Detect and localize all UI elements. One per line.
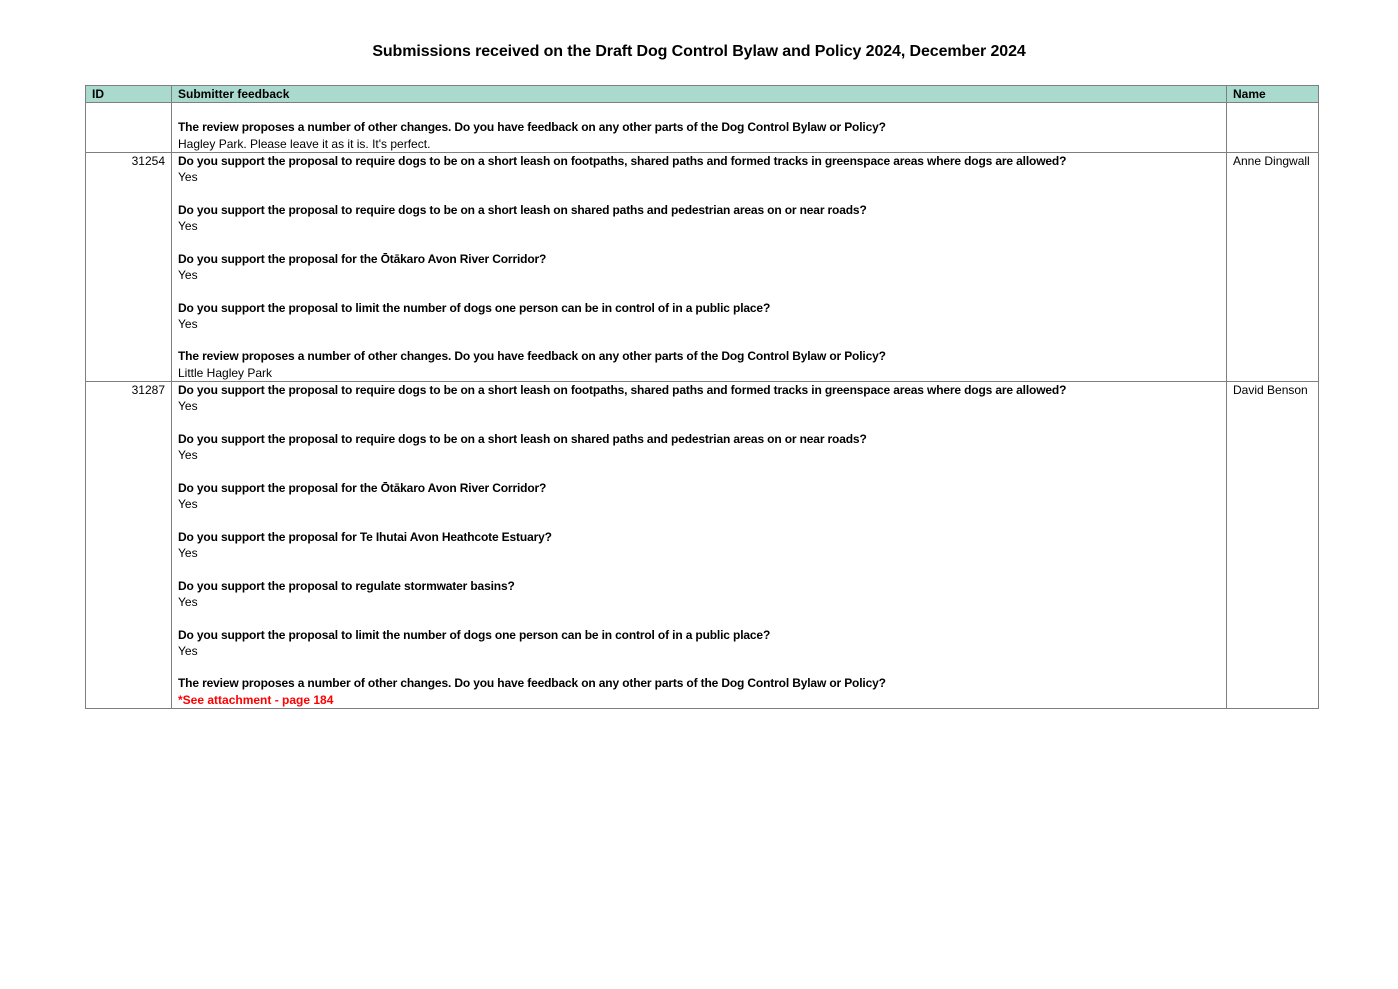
answer-text: Yes	[178, 594, 198, 609]
submitter-feedback	[172, 103, 1227, 153]
column-header-id: ID	[86, 86, 172, 103]
submission-id	[86, 103, 172, 153]
question-answer	[178, 480, 1220, 513]
question-text: Do you support the proposal to regulate stormwater basins?	[178, 578, 515, 593]
question-text: Do you support the proposal for the Ōtākaro Avon River Corridor?	[178, 480, 547, 495]
question-text: Do you support the proposal to require dogs to be on a short leash on shared paths and pedestrian areas on or near roads?	[178, 202, 867, 217]
question-text: The review proposes a number of other changes. Do you have feedback on any other parts of the Dog Control Bylaw or Policy?	[178, 120, 886, 135]
attachment-reference: *See attachment - page 184	[178, 692, 334, 707]
answer-text: Yes	[178, 170, 198, 185]
answer-text: Yes	[178, 219, 198, 234]
question-answer	[178, 529, 1220, 562]
submitter-feedback	[172, 382, 1227, 709]
question-answer	[178, 119, 1220, 152]
question-answer	[178, 578, 1220, 611]
question-text: The review proposes a number of other changes. Do you have feedback on any other parts of the Dog Control Bylaw or Policy?	[178, 676, 886, 691]
question-answer	[178, 627, 1220, 660]
question-answer	[178, 300, 1220, 333]
table-row	[86, 382, 1319, 709]
question-text: Do you support the proposal for Te Ihutai Avon Heathcote Estuary?	[178, 529, 552, 544]
table-row	[86, 152, 1319, 381]
question-answer	[178, 202, 1220, 235]
question-answer	[178, 348, 1220, 381]
submitter-name: Anne Dingwall	[1227, 152, 1319, 381]
submission-id: 31287	[86, 382, 172, 709]
question-text: The review proposes a number of other changes. Do you have feedback on any other parts of the Dog Control Bylaw or Policy?	[178, 349, 886, 364]
question-answer	[178, 382, 1220, 415]
answer-text: Yes	[178, 497, 198, 512]
submitter-feedback	[172, 152, 1227, 381]
question-text: Do you support the proposal to require dogs to be on a short leash on footpaths, shared paths and formed tracks in greenspace areas where dogs are allowed?	[178, 383, 1067, 398]
answer-text: Little Hagley Park	[178, 365, 273, 380]
table-row	[86, 103, 1319, 153]
answer-text: Yes	[178, 448, 198, 463]
submission-id: 31254	[86, 152, 172, 381]
question-text: Do you support the proposal to limit the number of dogs one person can be in control of in a public place?	[178, 627, 771, 642]
answer-text: Yes	[178, 399, 198, 414]
question-text: Do you support the proposal to require dogs to be on a short leash on shared paths and pedestrian areas on or near roads?	[178, 431, 867, 446]
submissions-table	[85, 85, 1319, 709]
question-answer	[178, 251, 1220, 284]
column-header-feedback: Submitter feedback	[172, 86, 1227, 103]
answer-text: Yes	[178, 643, 198, 658]
submitter-name	[1227, 103, 1319, 153]
question-answer	[178, 153, 1220, 186]
answer-text: Yes	[178, 546, 198, 561]
page-title: Submissions received on the Draft Dog Control Bylaw and Policy 2024, December 2024	[372, 43, 1026, 60]
answer-text: Yes	[178, 267, 198, 282]
answer-text: Yes	[178, 316, 198, 331]
table-header-row	[86, 86, 1319, 103]
column-header-name: Name	[1227, 86, 1319, 103]
question-answer	[178, 431, 1220, 464]
answer-text: Hagley Park. Please leave it as it is. It's perfect.	[178, 136, 431, 151]
question-text: Do you support the proposal to require dogs to be on a short leash on footpaths, shared paths and formed tracks in greenspace areas where dogs are allowed?	[178, 153, 1067, 168]
question-text: Do you support the proposal for the Ōtākaro Avon River Corridor?	[178, 251, 547, 266]
submitter-name: David Benson	[1227, 382, 1319, 709]
question-text: Do you support the proposal to limit the number of dogs one person can be in control of in a public place?	[178, 300, 771, 315]
question-answer	[178, 675, 1220, 708]
